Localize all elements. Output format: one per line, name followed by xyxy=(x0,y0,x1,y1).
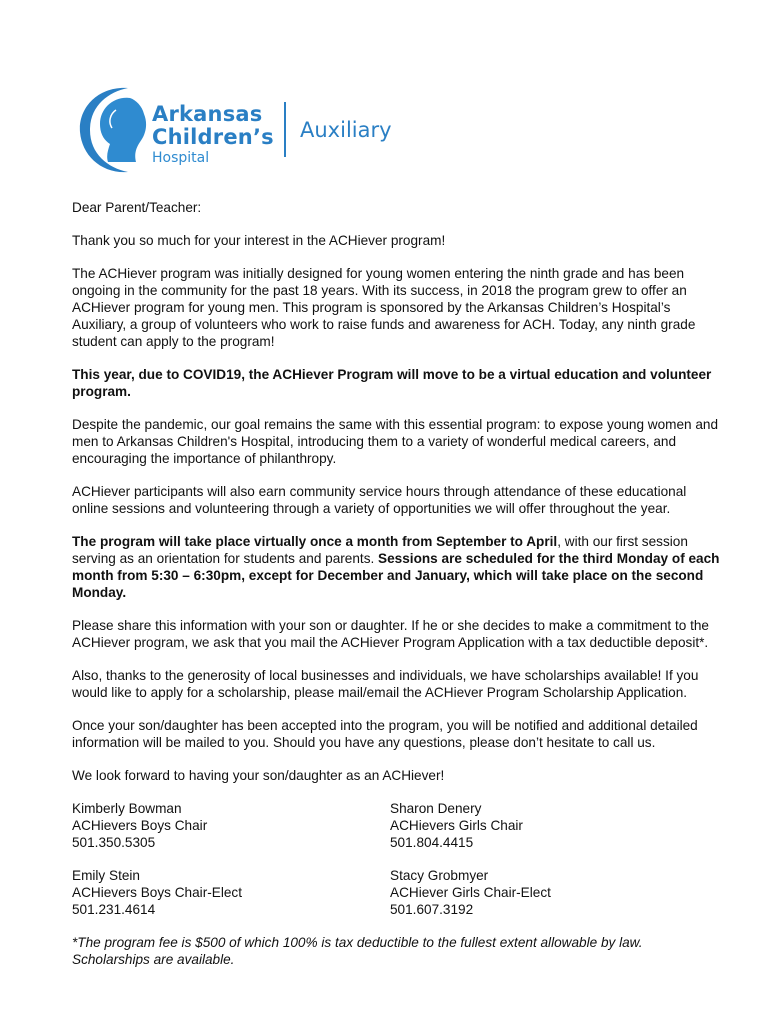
letter-body xyxy=(72,199,722,984)
signer-title: ACHievers Girls Chair xyxy=(390,818,523,833)
paragraph-service-hours: ACHiever participants will also earn community service hours through attendance of these educational online sessions and volunteering through a variety of opportunities we will offer throughout the year. xyxy=(72,484,687,516)
signer-phone: 501.607.3192 xyxy=(390,902,474,917)
logo-divider xyxy=(284,102,286,157)
paragraph-acceptance: Once your son/daughter has been accepted into the program, you will be notified and additional detailed information will be mailed to you. Should you have any questions, please don’t hesitate to call us. xyxy=(72,718,698,750)
schedule-bold-1: The program will take place virtually once a month from September to April xyxy=(72,534,558,549)
signer-name: Kimberly Bowman xyxy=(72,801,182,816)
paragraph-goal: Despite the pandemic, our goal remains the same with this essential program: to expose young women and men to Arkansas Children's Hospital, introducing them to a variety of wonderful medical careers, and encouraging the importance of philanthropy. xyxy=(72,417,719,466)
signer-name: Stacy Grobmyer xyxy=(390,868,489,883)
signer-name: Sharon Denery xyxy=(390,801,482,816)
paragraph-closing: We look forward to having your son/daughter as an ACHiever! xyxy=(72,768,445,783)
signer-phone: 501.231.4614 xyxy=(72,902,156,917)
paragraph-thanks: Thank you so much for your interest in the ACHiever program! xyxy=(72,233,446,248)
signer-title: ACHievers Boys Chair-Elect xyxy=(72,885,242,900)
signature-kimberly-bowman xyxy=(72,800,390,851)
child-profile-logo-icon xyxy=(76,84,150,176)
paragraph-schedule xyxy=(72,533,722,601)
paragraph-covid-notice: This year, due to COVID19, the ACHiever Program will move to be a virtual education and volunteer program. xyxy=(72,367,712,399)
signature-emily-stein xyxy=(72,867,390,918)
paragraph-commitment: Please share this information with your son or daughter. If he or she decides to make a commitment to the ACHiever program, we ask that you mail the ACHiever Program Application with a tax deductible deposit*. xyxy=(72,618,709,650)
signer-phone: 501.350.5305 xyxy=(72,835,156,850)
signer-name: Emily Stein xyxy=(72,868,140,883)
salutation: Dear Parent/Teacher: xyxy=(72,200,202,215)
logo-text-hospital: Hospital xyxy=(152,150,210,166)
header-logo xyxy=(76,84,396,174)
signature-block xyxy=(72,800,722,918)
signer-title: ACHievers Boys Chair xyxy=(72,818,208,833)
logo-text-auxiliary: Auxiliary xyxy=(300,118,392,142)
footnote: *The program fee is $500 of which 100% is tax deductible to the fullest extent allowable by law. Scholarships are available. xyxy=(72,935,643,967)
paragraph-scholarships: Also, thanks to the generosity of local businesses and individuals, we have scholarships available! If you would like to apply for a scholarship, please mail/email the ACHiever Program Scholarship Application. xyxy=(72,668,699,700)
paragraph-program-history: The ACHiever program was initially designed for young women entering the ninth grade and has been ongoing in the community for the past 18 years. With its success, in 2018 the program grew to offer an ACHiever program for young men. This program is sponsored by the Arkansas Children’s Hospital’s Auxiliary, a group of volunteers who work to raise funds and awareness for ACH. Today, any ninth grade student can apply to the program! xyxy=(72,266,696,349)
logo-text-arkansas: Arkansas xyxy=(152,102,263,126)
signer-phone: 501.804.4415 xyxy=(390,835,474,850)
schedule-normal: , with our first session serving as an orientation for students and parents. xyxy=(72,534,688,566)
signature-stacy-grobmyer xyxy=(390,867,690,918)
logo-text-childrens: Children’s xyxy=(152,125,274,149)
signer-title: ACHiever Girls Chair-Elect xyxy=(390,885,551,900)
schedule-bold-2: Sessions are scheduled for the third Monday of each month from 5:30 – 6:30pm, except for December and January, which will take place on the second Monday. xyxy=(72,551,720,600)
signature-sharon-denery xyxy=(390,800,690,851)
